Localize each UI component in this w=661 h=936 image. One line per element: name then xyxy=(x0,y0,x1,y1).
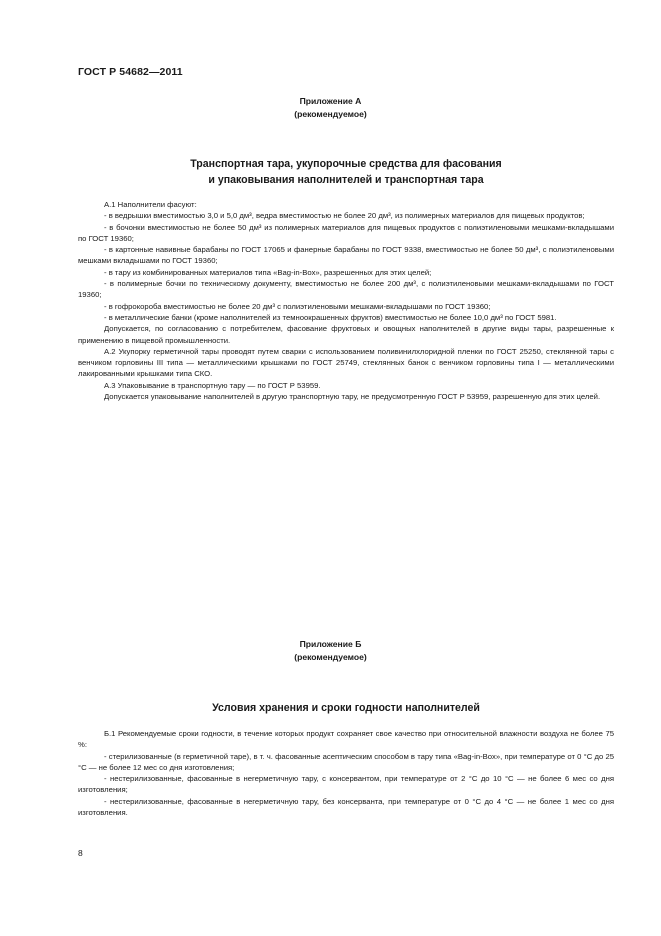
paragraph: А.1 Наполнители фасуют: xyxy=(104,200,197,209)
annex-a-heading xyxy=(78,156,614,188)
page-number: 8 xyxy=(78,848,83,858)
paragraph: - в бочонки вместимостью не более 50 дм³ из полимерных материалов для пищевых продуктов с полиэтиленовыми мешками-вкладышами по ГОСТ 19360; xyxy=(78,222,614,243)
paragraph: Допускается упаковывание наполнителей в другую транспортную тару, не предусмотренную ГОСТ Р 53959, разрешенную для этих целей. xyxy=(104,392,601,402)
annex-a-header xyxy=(0,95,661,121)
annex-a-title: Приложение А xyxy=(299,96,362,106)
paragraph: Б.1 Рекомендуемые сроки годности, в течение которых продукт сохраняет свое качество при относительной влажности воздуха не более 75 %: xyxy=(78,729,614,750)
annex-a-body xyxy=(78,199,614,402)
annex-a-subtitle: (рекомендуемое) xyxy=(294,109,367,119)
annex-b-body xyxy=(78,728,614,818)
annex-b-heading: Условия хранения и сроки годности наполнителей xyxy=(212,702,480,714)
paragraph: - в металлические банки (кроме наполнителей из темноокрашенных фруктов) вместимостью не более 10,0 дм³ по ГОСТ 5981. xyxy=(104,312,557,322)
paragraph: А.2 Укупорку герметичной тары проводят путем сварки с использованием поливинилхлоридной пленки по ГОСТ 25250, стеклянной тары с венчиком горловины III типа — металлическими крышками по ГОСТ 25749, стеклянных банок с венчиком горловины типа I — металлическими лакированными крышками типа СКО. xyxy=(78,346,614,379)
paragraph: - в картонные навивные барабаны по ГОСТ 17065 и фанерные барабаны по ГОСТ 9338, вместимостью не более 50 дм³, с полиэтиленовыми мешками вкладышами по ГОСТ 19360; xyxy=(78,245,614,266)
paragraph: - в ведрышки вместимостью 3,0 и 5,0 дм³, ведра вместимостью не более 20 дм³, из полимерных материалов для пищевых продуктов; xyxy=(104,211,585,221)
paragraph: - нестерилизованные, фасованные в негерметичную тару, с консервантом, при температуре от 2 °С до 10 °С — не более 6 мес со дня изготовления; xyxy=(78,774,614,795)
paragraph: - стерилизованные (в герметичной таре), в т. ч. фасованные асептическим способом в тару типа «Bag-in-Box», при температуре от 0 °С до 25 °С — не более 12 мес со дня изготовления; xyxy=(78,751,614,772)
annex-b-subtitle: (рекомендуемое) xyxy=(294,652,367,662)
paragraph: - нестерилизованные, фасованные в негерметичную тару, без консерванта, при температуре от 0 °С до 4 °С — не более 1 мес со дня изготовления. xyxy=(78,796,614,818)
paragraph: - в тару из комбинированных материалов типа «Bag-in-Box», разрешенных для этих целей; xyxy=(104,267,432,277)
document-header: ГОСТ Р 54682—2011 xyxy=(78,66,183,78)
paragraph: А.3 Упаковывание в транспортную тару — по ГОСТ Р 53959. xyxy=(104,380,321,390)
paragraph: Допускается, по согласованию с потребителем, фасование фруктовых и овощных наполнителей в другие виды тары, разрешенные к применению в пищевой промышленности. xyxy=(78,324,614,345)
annex-b-title: Приложение Б xyxy=(299,639,362,649)
paragraph: - в гофрокороба вместимостью не более 20 дм³ с полиэтиленовыми мешками-вкладышами по ГОСТ 19360; xyxy=(104,301,491,311)
annex-a-heading-line1: Транспортная тара, укупорочные средства для фасования xyxy=(190,158,502,170)
paragraph: - в полимерные бочки по техническому документу, вместимостью не более 200 дм³, с полиэтиленовыми мешками-вкладышами по ГОСТ 19360; xyxy=(78,279,614,300)
annex-b-header xyxy=(0,638,661,664)
annex-a-heading-line2: и упаковывания наполнителей и транспортная тара xyxy=(208,174,484,186)
